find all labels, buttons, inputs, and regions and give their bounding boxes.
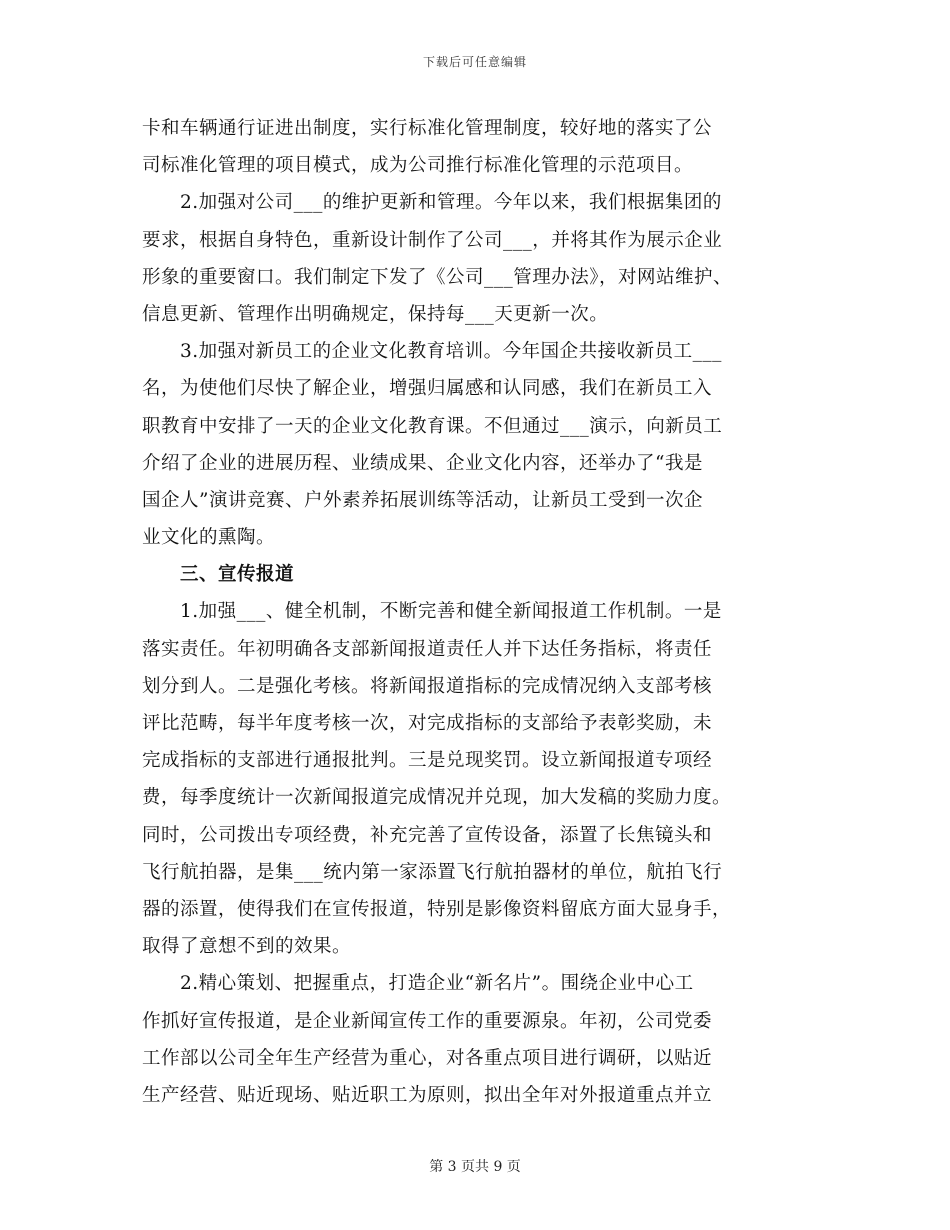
text-line: 费，每季度统计一次新闻报道完成情况并兑现，加大发稿的奖励力度。 (142, 787, 732, 809)
text-line: 工作部以公司全年生产经营为重心，对各重点项目进行调研，以贴近 (142, 1047, 713, 1069)
text-line: 名，为使他们尽快了解企业，增强归属感和认同感，我们在新员工入 (142, 378, 713, 400)
text-line: 国企人”演讲竞赛、户外素养拓展训练等活动，让新员工受到一次企 (142, 489, 703, 511)
text-line: 评比范畴，每半年度考核一次，对完成指标的支部给予表彰奖励，未 (142, 713, 713, 734)
text-line: 司标准化管理的项目模式，成为公司推行标准化管理的示范项目。 (142, 155, 694, 177)
text-line: 落实责任。年初明确各支部新闻报道责任人并下达任务指标，将责任 (142, 638, 713, 660)
text-line: 同时，公司拨出专项经费，补充完善了宣传设备，添置了长焦镜头和 (142, 824, 713, 846)
text-line: 生产经营、贴近现场、贴近职工为原则，拟出全年对外报道重点并立 (142, 1084, 713, 1106)
text-line: 3.加强对新员工的企业文化教育培训。今年国企共接收新员工___ (142, 341, 722, 363)
text-line: 2.加强对公司___的维护更新和管理。今年以来，我们根据集团的 (142, 192, 722, 214)
text-line: 要求，根据自身特色，重新设计制作了公司___，并将其作为展示企业 (142, 229, 723, 251)
text-line: 职教育中安排了一天的企业文化教育课。不但通过___演示，向新员工 (142, 415, 723, 437)
text-line: 信息更新、管理作出明确规定，保持每___天更新一次。 (142, 303, 609, 325)
text-line: 介绍了企业的进展历程、业绩成果、企业文化内容，还举办了“我是 (142, 452, 703, 474)
page-header: 下载后可任意编辑 (422, 55, 527, 69)
page-footer: 第 3 页共 9 页 (429, 1159, 521, 1175)
text-line: 2.精心策划、把握重点，打造企业“新名片”。围绕企业中心工 (142, 973, 694, 995)
text-line: 完成指标的支部进行通报批判。三是兑现奖罚。设立新闻报道专项经 (142, 750, 713, 772)
section-heading: 三、宣传报道 (142, 564, 295, 586)
document-body (142, 110, 822, 1114)
text-line: 形象的重要窗口。我们制定下发了《公司___管理办法》，对网站维护、 (142, 266, 733, 288)
text-line: 飞行航拍器，是集___统内第一家添置飞行航拍器材的单位，航拍飞行 (142, 861, 723, 883)
text-line: 业文化的熏陶。 (142, 527, 276, 549)
text-line: 划分到人。二是强化考核。将新闻报道指标的完成情况纳入支部考核 (142, 675, 713, 697)
text-line: 1.加强___、健全机制，不断完善和健全新闻报道工作机制。一是 (142, 601, 722, 623)
text-line: 作抓好宣传报道，是企业新闻宣传工作的重要源泉。年初，公司党委 (142, 1010, 713, 1032)
text-line: 器的添置，使得我们在宣传报道，特别是影像资料留底方面大显身手， (142, 898, 732, 920)
text-line: 卡和车辆通行证进出制度，实行标准化管理制度，较好地的落实了公 (142, 118, 713, 139)
text-line: 取得了意想不到的效果。 (142, 936, 352, 958)
